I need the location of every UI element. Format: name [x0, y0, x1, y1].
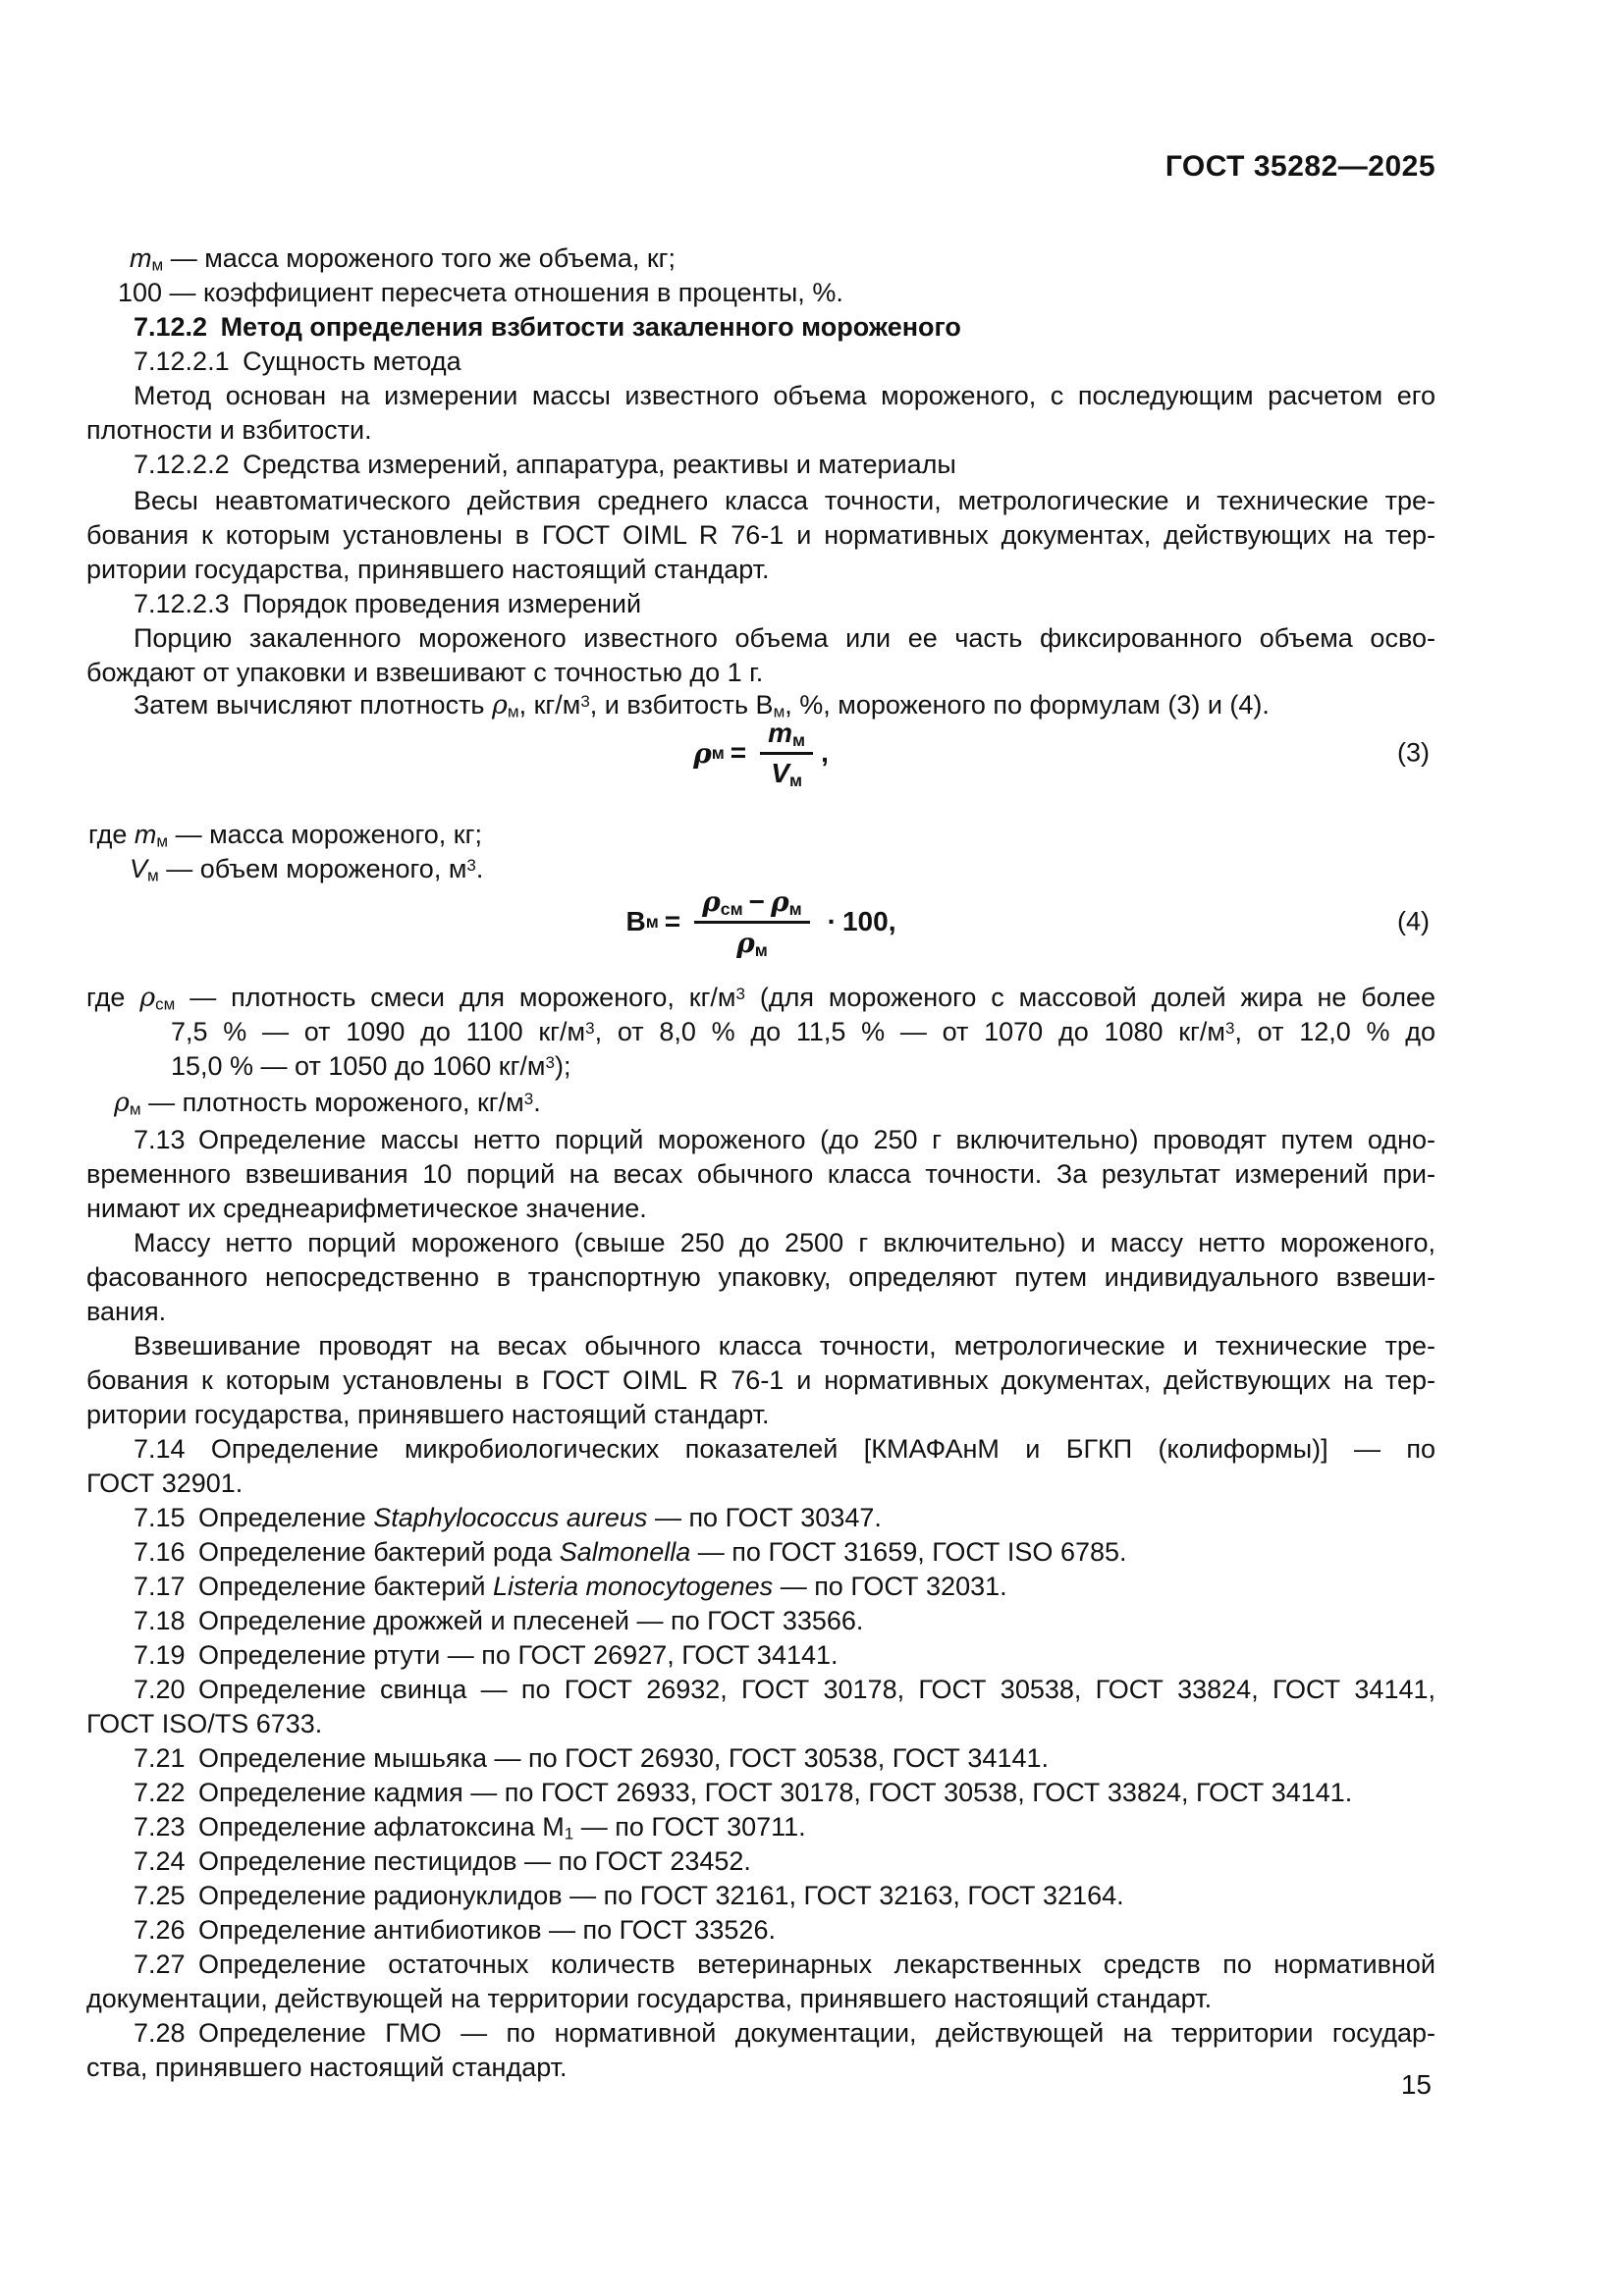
text-line: 7.21 Определение мышьяка — по ГОСТ 26930, ГОСТ 30538, ГОСТ 34141.: [134, 1743, 1050, 1773]
text-line: ритории государства, принявшего настоящий стандарт.: [86, 555, 770, 584]
text-line: ритории государства, принявшего настоящий стандарт.: [86, 1400, 770, 1429]
page-number: 15: [1400, 2069, 1432, 2100]
text-line: 7.26 Определение антибиотиков — по ГОСТ 33526.: [134, 1915, 776, 1945]
formula4-number: (4): [1397, 906, 1430, 936]
text-line: Метод основан на измерении массы известного объема мороженого, с последующим расчетом его: [134, 381, 1435, 410]
text-line: нимают их среднеарифметическое значение.: [86, 1194, 647, 1223]
text-line: 7.27 Определение остаточных количеств ветеринарных лекарственных средств по нормативной: [134, 1949, 1435, 1979]
text-line: бования к которым установлены в ГОСТ OIML R 76-1 и нормативных документах, действующих на тер-: [86, 1365, 1435, 1395]
formula4-equals: =: [664, 906, 681, 936]
text-line: 7.25 Определение радионуклидов — по ГОСТ 32161, ГОСТ 32163, ГОСТ 32164.: [134, 1881, 1124, 1910]
text-line: 15,0 % — от 1050 до 1060 $кг/м^3$);: [171, 1051, 571, 1081]
text-line: плотности и взбитости.: [86, 415, 372, 445]
formula4-factor: 100,: [841, 906, 896, 936]
text-line: 7.12.2.3 Порядок проведения измерений: [134, 589, 642, 618]
text-line: 7.18 Определение дрожжей и плесеней — по ГОСТ 33566.: [134, 1606, 864, 1635]
text-line: Порцию закаленного мороженого известного объема или ее часть фиксированного объема осво-: [134, 623, 1435, 653]
text-line: mм — масса мороженого того же объема, кг;: [130, 243, 677, 275]
formula3-lhs: ρ: [693, 736, 712, 770]
text-line: бождают от упаковки и взвешивают с точностью до 1 г.: [86, 658, 764, 687]
text-line: 7.22 Определение кадмия — по ГОСТ 26933, ГОСТ 30178, ГОСТ 30538, ГОСТ 33824, ГОСТ 34141.: [134, 1778, 1353, 1807]
text-line: Весы неавтоматического действия среднего класса точности, метрологические и технические тре-: [134, 486, 1435, 515]
formula3-equals: =: [730, 737, 747, 768]
text-line: 7.23 Определение афлатоксина М1 — по ГОСТ 30711.: [134, 1812, 806, 1843]
text-line: 7.12.2 Метод определения взбитости закаленного мороженого: [134, 312, 961, 342]
text-line: ства, принявшего настоящий стандарт.: [86, 2053, 568, 2082]
formula4-fraction: [694, 885, 810, 959]
formula3-tail: ,: [821, 737, 829, 768]
formula4-lhs: В: [625, 906, 646, 936]
text-line: вания.: [86, 1297, 167, 1326]
text-line: где mм — масса мороженого, кг;: [88, 820, 482, 851]
text-line: 7,5 % — от 1090 до 1100 $кг/м^3$, от 8,0 % до 11,5 % — от 1070 до 1080 $кг/м^3$, от 12,0 % до: [171, 1017, 1435, 1046]
text-line: 7.16 Определение бактерий рода Salmonella — по ГОСТ 31659, ГОСТ ISO 6785.: [134, 1537, 1127, 1567]
standard-number-header: ГОСТ 35282—2025: [1164, 150, 1435, 183]
text-line: Массу нетто порций мороженого (свыше 250 до 2500 г включительно) и массу нетто мороженого,: [134, 1228, 1435, 1257]
formula3-numerator: mм: [760, 718, 813, 755]
text-line: 7.12.2.1 Сущность метода: [134, 347, 461, 376]
text-line: временного взвешивания 10 порций на весах обычного класса точности. За результат измерений при-: [86, 1159, 1435, 1189]
text-line: 7.28 Определение ГМО — по нормативной документации, действующей на территории государ-: [134, 2018, 1435, 2048]
text-line: 7.24 Определение пестицидов — по ГОСТ 23452.: [134, 1846, 751, 1876]
text-line: бования к которым установлены в ГОСТ OIML R 76-1 и нормативных документах, действующих на тер-: [86, 520, 1435, 550]
text-line: Взвешивание проводят на весах обычного класса точности, метрологические и технические тре-: [134, 1331, 1435, 1361]
text-line: 100 — коэффициент пересчета отношения в проценты, %.: [118, 278, 843, 307]
text-line: фасованного непосредственно в транспортную упаковку, определяют путем индивидуального взвеши-: [86, 1262, 1435, 1292]
formula4-denominator: ρм: [736, 926, 768, 960]
text-line: 7.12.2.2 Средства измерений, аппаратура, реактивы и материалы: [134, 450, 956, 479]
text-line: Vм — объем мороженого, $м^3$.: [130, 854, 484, 885]
formula3-denominator: Vм: [771, 757, 802, 790]
text-line: где ρсм — плотность смеси для мороженого, $кг/м^3$ (для мороженого с массовой долей жира не более: [86, 983, 1435, 1014]
text-line: 7.20 Определение свинца — по ГОСТ 26932, ГОСТ 30178, ГОСТ 30538, ГОСТ 33824, ГОСТ 34141,: [134, 1675, 1435, 1704]
text-line: ГОСТ ISO/TS 6733.: [86, 1709, 323, 1738]
text-line: 7.17 Определение бактерий Listeria monocytogenes — по ГОСТ 32031.: [134, 1572, 1007, 1601]
text-line: 7.15 Определение Staphylococcus aureus — по ГОСТ 30347.: [134, 1503, 882, 1532]
formula4-numerator: ρсм − ρм: [694, 885, 810, 924]
text-line: 7.13 Определение массы нетто порций мороженого (до 250 г включительно) проводят путем одно-: [134, 1125, 1435, 1154]
formula-density: ρ м = $\frac{mм}{Vм}$ , (3): [693, 717, 1430, 790]
text-line: ρм — плотность мороженого, $кг/м^3$.: [114, 1088, 541, 1119]
text-line: 7.19 Определение ртути — по ГОСТ 26927, ГОСТ 34141.: [134, 1640, 839, 1670]
text-line: ГОСТ 32901.: [86, 1468, 244, 1498]
text-line: Затем вычисляют плотность ρм, $кг/м^3$, и взбитость Вм, %, мороженого по формулам (3) и (4).: [134, 690, 1270, 721]
text-line: документации, действующей на территории государства, принявшего настоящий стандарт.: [86, 1984, 1213, 2013]
formula-overrun: В м = $\frac{\text{ρсм − ρм}}{\rho м}$ · 100, (4): [625, 884, 1430, 960]
formula4-multiply-dot: ·: [827, 906, 837, 936]
formula3-fraction: [760, 718, 813, 789]
text-line: 7.14 Определение микробиологических показателей [КМАФАнМ и БГКП (колиформы)] — по: [134, 1434, 1435, 1464]
formula3-number: (3): [1397, 737, 1430, 768]
